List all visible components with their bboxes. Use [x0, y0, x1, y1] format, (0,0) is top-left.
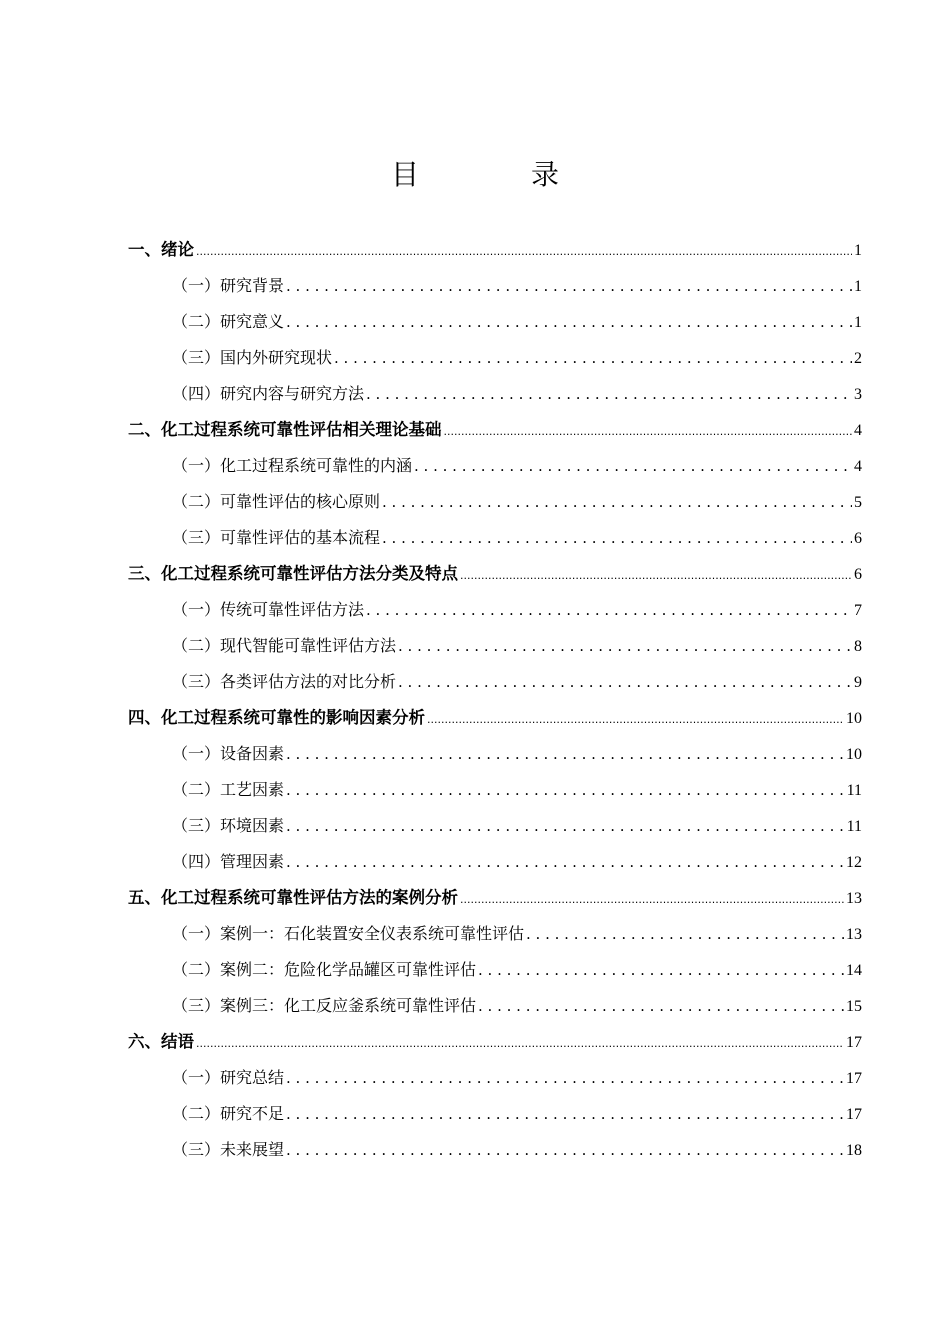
toc-dot-leader: [286, 1132, 844, 1168]
toc-dot-leader: [427, 700, 844, 738]
toc-page-number: 10: [846, 746, 862, 763]
toc-section-entry[interactable]: [128, 736, 862, 772]
toc-section-entry[interactable]: [128, 376, 862, 412]
toc-entry-label: （四）管理因素: [172, 852, 285, 871]
toc-chapter-entry[interactable]: [128, 232, 862, 268]
toc-entry-label: （四）研究内容与研究方法: [172, 384, 365, 403]
toc-entry-label: 五、化工过程系统可靠性评估方法的案例分析: [128, 888, 458, 907]
toc-section-entry[interactable]: [128, 1096, 862, 1132]
toc-dot-leader: [196, 1024, 844, 1062]
toc-dot-leader: [526, 916, 844, 952]
toc-section-entry[interactable]: [128, 592, 862, 628]
toc-entry-label: 一、绪论: [128, 240, 194, 259]
toc-entry-label: （一）设备因素: [172, 744, 285, 763]
toc-chapter-entry[interactable]: [128, 1024, 862, 1060]
toc-entry-label: （一）案例一：石化装置安全仪表系统可靠性评估: [172, 924, 525, 943]
toc-chapter-entry[interactable]: [128, 556, 862, 592]
toc-section-entry[interactable]: [128, 448, 862, 484]
toc-entry-label: （二）现代智能可靠性评估方法: [172, 636, 397, 655]
toc-section-entry[interactable]: [128, 268, 862, 304]
toc-entry-label: 四、化工过程系统可靠性的影响因素分析: [128, 708, 425, 727]
toc-page-number: 5: [854, 494, 862, 511]
toc-entry-label: （二）研究意义: [172, 312, 285, 331]
toc-dot-leader: [398, 664, 852, 700]
toc-page-number: 17: [846, 1034, 862, 1051]
toc-page-number: 11: [846, 782, 862, 799]
toc-page-number: 7: [854, 602, 862, 619]
toc-entry-label: （二）案例二：危险化学品罐区可靠性评估: [172, 960, 477, 979]
toc-page-number: 14: [846, 962, 862, 979]
toc-dot-leader: [460, 880, 844, 918]
toc-section-entry[interactable]: [128, 1132, 862, 1168]
toc-page-number: 18: [846, 1142, 862, 1159]
toc-page-number: 11: [846, 818, 862, 835]
toc-page-number: 1: [854, 242, 862, 259]
toc-entry-label: （三）环境因素: [172, 816, 285, 835]
toc-dot-leader: [196, 232, 852, 270]
toc-page-number: 6: [854, 530, 862, 547]
toc-entry-label: （一）化工过程系统可靠性的内涵: [172, 456, 413, 475]
toc-page-number: 2: [854, 350, 862, 367]
toc-entry-label: （二）可靠性评估的核心原则: [172, 492, 381, 511]
toc-dot-leader: [398, 628, 852, 664]
toc-page-number: 13: [846, 926, 862, 943]
toc-page-number: 10: [846, 710, 862, 727]
toc-dot-leader: [478, 988, 844, 1024]
toc-section-entry[interactable]: [128, 772, 862, 808]
toc-entry-label: （一）研究背景: [172, 276, 285, 295]
table-of-contents: [128, 232, 862, 1168]
toc-dot-leader: [366, 376, 852, 412]
toc-chapter-entry[interactable]: [128, 700, 862, 736]
toc-dot-leader: [286, 268, 852, 304]
toc-section-entry[interactable]: [128, 304, 862, 340]
toc-dot-leader: [414, 448, 852, 484]
toc-page-number: 13: [846, 890, 862, 907]
toc-entry-label: 三、化工过程系统可靠性评估方法分类及特点: [128, 564, 458, 583]
toc-dot-leader: [286, 808, 845, 844]
toc-entry-label: （三）案例三：化工反应釜系统可靠性评估: [172, 996, 477, 1015]
toc-page-number: 3: [854, 386, 862, 403]
toc-page-number: 4: [854, 458, 862, 475]
toc-dot-leader: [286, 772, 845, 808]
toc-chapter-entry[interactable]: [128, 412, 862, 448]
toc-section-entry[interactable]: [128, 520, 862, 556]
toc-page-number: 9: [854, 674, 862, 691]
toc-section-entry[interactable]: [128, 916, 862, 952]
toc-entry-label: （三）国内外研究现状: [172, 348, 333, 367]
toc-entry-label: （三）各类评估方法的对比分析: [172, 672, 397, 691]
toc-chapter-entry[interactable]: [128, 880, 862, 916]
toc-entry-label: （一）研究总结: [172, 1068, 285, 1087]
toc-dot-leader: [286, 736, 844, 772]
toc-dot-leader: [382, 484, 852, 520]
toc-dot-leader: [286, 1060, 844, 1096]
toc-entry-label: 六、结语: [128, 1032, 194, 1051]
toc-dot-leader: [444, 412, 853, 450]
toc-section-entry[interactable]: [128, 1060, 862, 1096]
toc-page-number: 1: [854, 314, 862, 331]
toc-section-entry[interactable]: [128, 808, 862, 844]
toc-page-number: 15: [846, 998, 862, 1015]
toc-page-number: 1: [854, 278, 862, 295]
toc-section-entry[interactable]: [128, 664, 862, 700]
toc-entry-label: 二、化工过程系统可靠性评估相关理论基础: [128, 420, 442, 439]
toc-page-number: 17: [846, 1070, 862, 1087]
toc-page-number: 12: [846, 854, 862, 871]
toc-section-entry[interactable]: [128, 844, 862, 880]
toc-dot-leader: [478, 952, 844, 988]
toc-entry-label: （三）未来展望: [172, 1140, 285, 1159]
toc-section-entry[interactable]: [128, 628, 862, 664]
toc-entry-label: （二）工艺因素: [172, 780, 285, 799]
toc-page-number: 17: [846, 1106, 862, 1123]
toc-dot-leader: [286, 1096, 844, 1132]
toc-entry-label: （一）传统可靠性评估方法: [172, 600, 365, 619]
toc-entry-label: （三）可靠性评估的基本流程: [172, 528, 381, 547]
toc-page-number: 4: [854, 422, 862, 439]
toc-dot-leader: [286, 304, 852, 340]
toc-dot-leader: [286, 844, 844, 880]
toc-page-number: 6: [854, 566, 862, 583]
toc-dot-leader: [382, 520, 852, 556]
toc-section-entry[interactable]: [128, 952, 862, 988]
toc-entry-label: （二）研究不足: [172, 1104, 285, 1123]
toc-dot-leader: [334, 340, 852, 376]
toc-page-number: 8: [854, 638, 862, 655]
toc-section-entry[interactable]: [128, 484, 862, 520]
toc-section-entry[interactable]: [128, 340, 862, 376]
toc-dot-leader: [460, 556, 852, 594]
toc-section-entry[interactable]: [128, 988, 862, 1024]
toc-dot-leader: [366, 592, 852, 628]
toc-title: 目 录: [390, 158, 601, 191]
